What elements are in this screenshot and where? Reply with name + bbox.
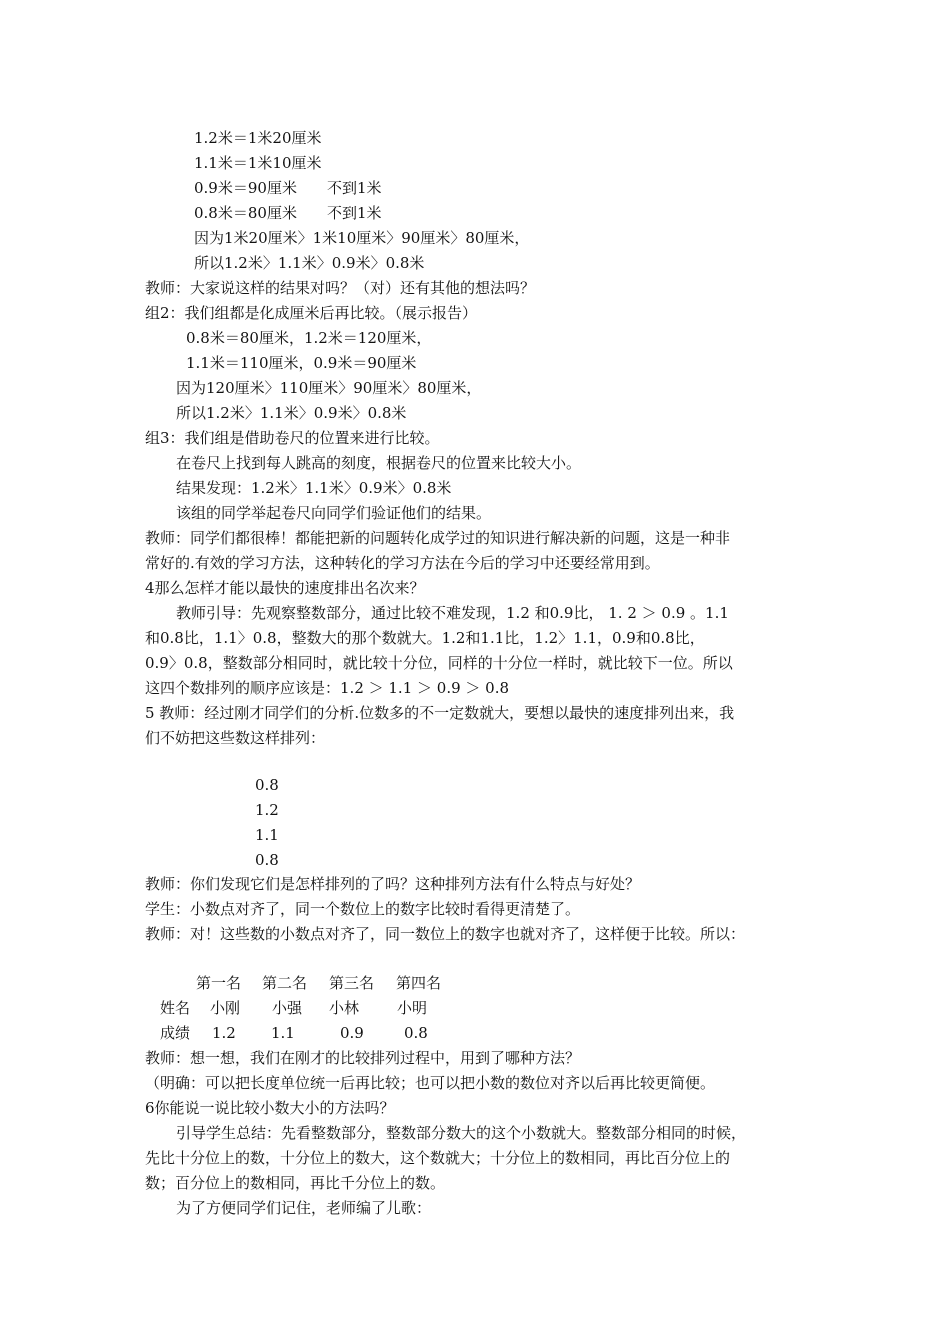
text-line: 教师：想一想，我们在刚才的比较排列过程中，用到了哪种方法？	[145, 1049, 581, 1067]
table-header: 第四名	[396, 974, 442, 992]
text-line: 因为1米20厘米〉1米10厘米〉90厘米〉80厘米，	[194, 229, 530, 247]
text-line: 教师：对！这些数的小数点对齐了，同一数位上的数字也就对齐了，这样便于比较。所以：	[145, 925, 746, 943]
text-line: 0.8米＝80厘米 不到1米	[194, 204, 382, 222]
text-line: 所以1.2米〉1.1米〉0.9米〉0.8米	[194, 254, 425, 272]
text-line: 常好的.有效的学习方法，这种转化的学习方法在今后的学习中还要经常用到。	[145, 554, 660, 572]
table-cell: 小强	[272, 999, 303, 1017]
text-line: （明确：可以把长度单位统一后再比较；也可以把小数的数位对齐以后再比较更简便。	[145, 1074, 716, 1092]
section-heading: 4那么怎样才能以最快的速度排出名次来？	[145, 579, 425, 597]
text-line: 学生：小数点对齐了，同一个数位上的数字比较时看得更清楚了。	[145, 900, 581, 918]
text-line: 该组的同学举起卷尺向同学们验证他们的结果。	[176, 504, 492, 522]
table-cell: 0.9	[340, 1024, 364, 1042]
table-cell: 1.2	[212, 1024, 236, 1042]
text-line: 组2：我们组都是化成厘米后再比较。（展示报告）	[145, 304, 478, 322]
table-header: 第一名	[196, 974, 242, 992]
text-line: 在卷尺上找到每人跳高的刻度，根据卷尺的位置来比较大小。	[176, 454, 582, 472]
section-heading: 5 教师：经过刚才同学们的分析.位数多的不一定数就大，要想以最快的速度排列出来，我	[145, 704, 735, 722]
table-cell: 小林	[329, 999, 360, 1017]
row-label: 姓名	[160, 999, 191, 1017]
text-line: 为了方便同学们记住，老师编了儿歌：	[176, 1199, 432, 1217]
table-cell: 1.1	[271, 1024, 295, 1042]
text-line: 数；百分位上的数相同，再比千分位上的数。	[145, 1174, 446, 1192]
text-line: 0.8米＝80厘米，1.2米＝120厘米，	[186, 329, 432, 347]
text-line: 0.9〉0.8，整数部分相同时，就比较十分位，同样的十分位一样时，就比较下一位。所以	[145, 654, 733, 672]
table-cell: 小刚	[210, 999, 241, 1017]
text-line: 组3：我们组是借助卷尺的位置来进行比较。	[145, 429, 440, 447]
text-line: 0.9米＝90厘米 不到1米	[194, 179, 382, 197]
text-line: 1.1米＝1米10厘米	[194, 154, 322, 172]
table-cell: 0.8	[404, 1024, 428, 1042]
text-line: 结果发现：1.2米〉1.1米〉0.9米〉0.8米	[176, 479, 452, 497]
text-line: 们不妨把这些数这样排列：	[145, 729, 326, 747]
aligned-number: 1.2	[255, 801, 279, 819]
text-line: 教师：大家说这样的结果对吗？（对）还有其他的想法吗？	[145, 279, 536, 297]
table-header: 第二名	[262, 974, 308, 992]
text-line: 引导学生总结：先看整数部分，整数部分数大的这个小数就大。整数部分相同的时候，	[176, 1124, 747, 1142]
text-line: 教师：你们发现它们是怎样排列的了吗？这种排列方法有什么特点与好处？	[145, 875, 641, 893]
text-line: 和0.8比，1.1〉0.8，整数大的那个数就大。1.2和1.1比，1.2〉1.1，0.9和0.8比，	[145, 629, 705, 647]
text-line: 1.2米＝1米20厘米	[194, 129, 322, 147]
aligned-number: 0.8	[255, 776, 279, 794]
text-line: 先比十分位上的数，十分位上的数大，这个数就大；十分位上的数相同，再比百分位上的	[145, 1149, 731, 1167]
table-header: 第三名	[329, 974, 375, 992]
text-line: 教师：同学们都很棒！都能把新的问题转化成学过的知识进行解决新的问题，这是一种非	[145, 529, 731, 547]
row-label: 成绩	[160, 1024, 191, 1042]
section-heading: 6你能说一说比较小数大小的方法吗？	[145, 1099, 395, 1117]
aligned-number: 1.1	[255, 826, 279, 844]
text-line: 1.1米＝110厘米，0.9米＝90厘米	[186, 354, 417, 372]
aligned-number: 0.8	[255, 851, 279, 869]
text-line: 这四个数排列的顺序应该是：1.2 ＞ 1.1 ＞ 0.9 ＞ 0.8	[145, 679, 510, 697]
text-line: 所以1.2米〉1.1米〉0.9米〉0.8米	[176, 404, 407, 422]
table-cell: 小明	[397, 999, 428, 1017]
text-line: 因为120厘米〉110厘米〉90厘米〉80厘米，	[176, 379, 482, 397]
text-line: 教师引导：先观察整数部分，通过比较不难发现，1.2 和0.9比， 1. 2 ＞ 0.9 。1.1	[176, 604, 729, 622]
